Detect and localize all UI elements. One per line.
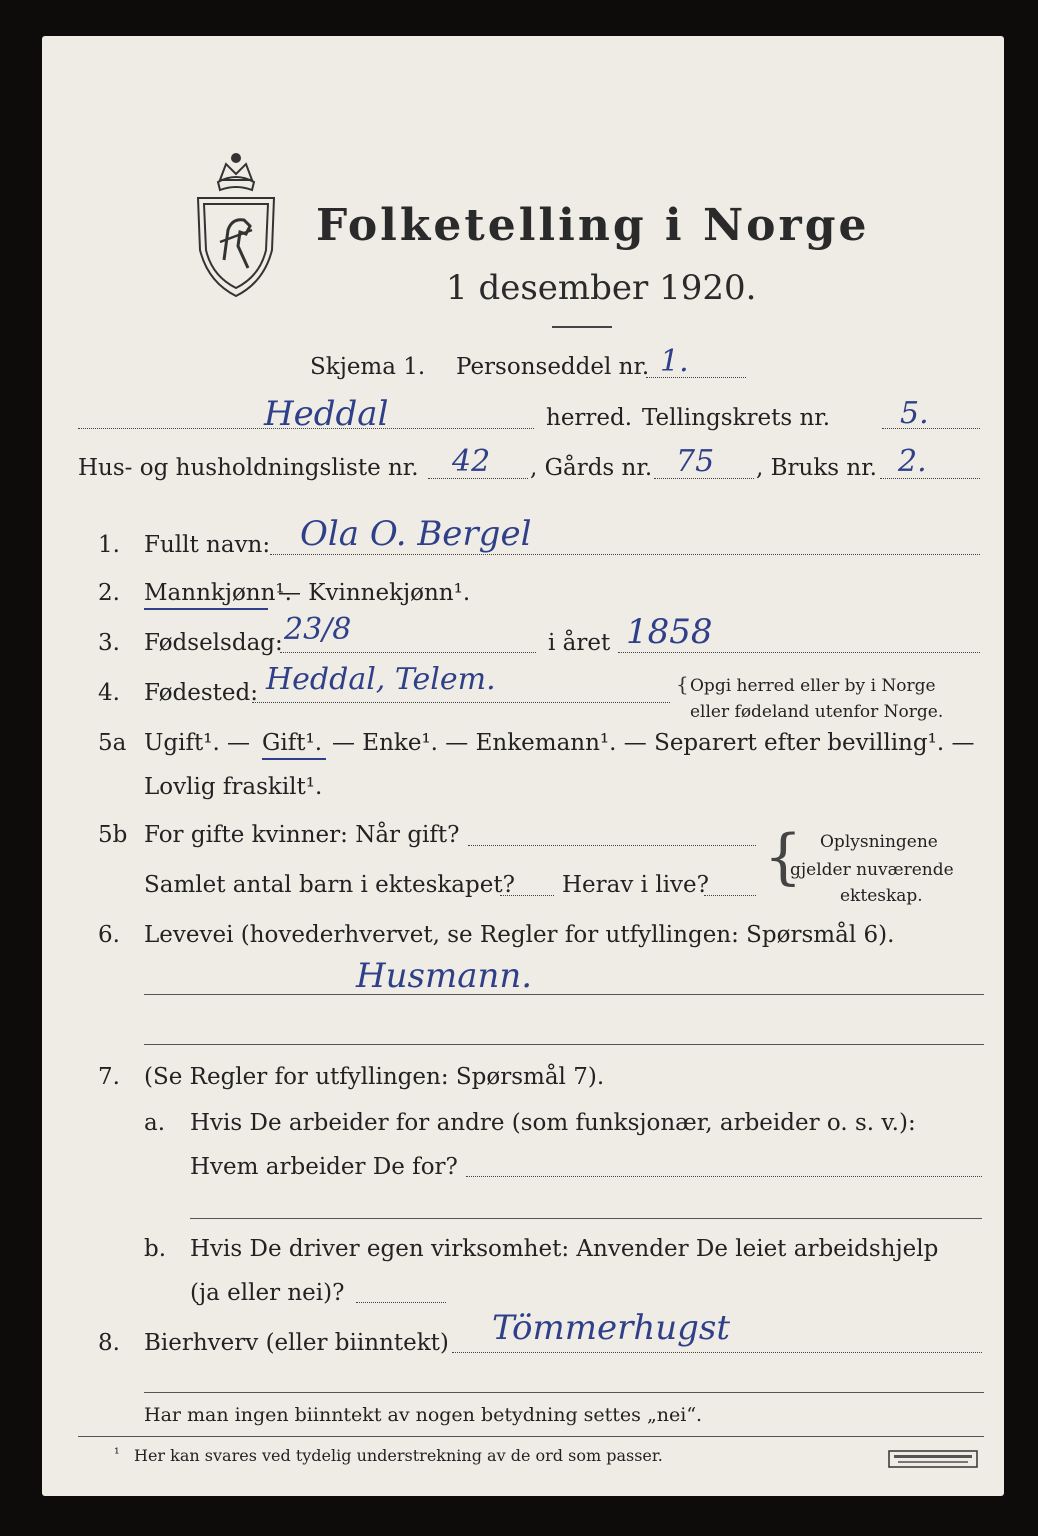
title-divider — [552, 326, 612, 328]
q4-note-2: eller fødeland utenfor Norge. — [690, 702, 944, 722]
q7a-line-1: Hvis De arbeider for andre (som funksjonær, arbeider o. s. v.): — [190, 1110, 916, 1136]
gards-label: , Gårds nr. — [530, 455, 653, 481]
q5a-gift-underline — [262, 758, 326, 760]
q8-line — [452, 1352, 982, 1353]
q7a-employer-line[interactable] — [466, 1176, 982, 1177]
q6-number: 6. — [98, 922, 120, 948]
q6-line-2 — [144, 1044, 984, 1045]
q5a-number: 5a — [98, 730, 127, 756]
q3-birthday[interactable]: 23/8 — [284, 612, 352, 647]
q4-label: Fødested: — [144, 680, 259, 706]
husliste-label: Hus- og husholdningsliste nr. — [78, 455, 419, 481]
q5b-note-3: ekteskap. — [840, 886, 923, 906]
q6-line-1 — [144, 994, 984, 995]
q5b-herav: Herav i live? — [562, 872, 709, 898]
q7a-extra-line — [190, 1218, 982, 1219]
skjema-label: Skjema 1. — [310, 354, 426, 380]
tellingskrets-value[interactable]: 5. — [900, 396, 929, 431]
q3-year[interactable]: 1858 — [626, 612, 713, 652]
personseddel-value[interactable]: 1. — [660, 344, 689, 379]
q3-year-label: i året — [548, 630, 611, 656]
q5b-note-1: Oplysningene — [820, 832, 938, 852]
tellingskrets-line — [882, 428, 980, 429]
q8-side-occupation[interactable]: Tömmerhugst — [492, 1308, 731, 1348]
q5b-brace: { — [764, 822, 803, 892]
gards-value[interactable]: 75 — [676, 444, 715, 479]
q5b-note-2: gjelder nuværende — [790, 860, 954, 880]
herred-label: herred. — [546, 405, 633, 431]
q8-number: 8. — [98, 1330, 120, 1356]
q7a-line-2: Hvem arbeider De for? — [190, 1154, 458, 1180]
q3-year-line — [618, 652, 980, 653]
q7-label: (Se Regler for utfyllingen: Spørsmål 7). — [144, 1064, 605, 1090]
footnote-mark: ¹ — [114, 1446, 120, 1462]
bruks-value[interactable]: 2. — [898, 444, 927, 479]
q3-number: 3. — [98, 630, 120, 656]
q5a-other-options[interactable]: — Enke¹. — Enkemann¹. — Separert efter bevilling¹. — — [332, 730, 975, 756]
q2-underline — [144, 608, 268, 610]
q2-number: 2. — [98, 580, 120, 606]
q5b-number: 5b — [98, 822, 128, 848]
footer-divider — [78, 1436, 984, 1437]
bruks-line — [880, 478, 980, 479]
q2-kvinnekjonn[interactable]: — Kvinnekjønn¹. — [278, 580, 471, 606]
census-date: 1 desember 1920. — [446, 268, 757, 308]
tellingskrets-label: Tellingskrets nr. — [642, 405, 831, 431]
printer-stamp-icon — [888, 1450, 978, 1468]
q3-line — [280, 652, 536, 653]
q7b-letter: b. — [144, 1236, 167, 1262]
husliste-value[interactable]: 42 — [452, 444, 491, 479]
q5a-gift[interactable]: Gift¹. — [262, 730, 323, 756]
footer-note: Har man ingen biinntekt av nogen betydning settes „nei“. — [144, 1404, 703, 1426]
q1-full-name[interactable]: Ola O. Bergel — [300, 514, 532, 554]
q3-label: Fødselsdag: — [144, 630, 283, 656]
q7b-line-2: (ja eller nei)? — [190, 1280, 345, 1306]
q5b-line-1: For gifte kvinner: Når gift? — [144, 822, 460, 848]
q4-note-1: Opgi herred eller by i Norge — [690, 676, 936, 696]
q6-label: Levevei (hovederhvervet, se Regler for utfyllingen: Spørsmål 6). — [144, 922, 895, 948]
q7b-line-1: Hvis De driver egen virksomhet: Anvender De leiet arbeidshjelp — [190, 1236, 939, 1262]
q5a-lovlig-fraskilt[interactable]: Lovlig fraskilt¹. — [144, 774, 323, 800]
q1-number: 1. — [98, 532, 120, 558]
q5a-ugift[interactable]: Ugift¹. — — [144, 730, 251, 756]
bruks-label: , Bruks nr. — [756, 455, 877, 481]
q5b-nar-gift-line[interactable] — [468, 845, 756, 846]
q5b-barn-line[interactable] — [500, 895, 554, 896]
q4-birthplace[interactable]: Heddal, Telem. — [266, 662, 496, 697]
q1-label: Fullt navn: — [144, 532, 271, 558]
q4-number: 4. — [98, 680, 120, 706]
q8-label: Bierhverv (eller biinntekt) — [144, 1330, 449, 1356]
q6-occupation[interactable]: Husmann. — [356, 956, 533, 996]
q1-line — [270, 554, 980, 555]
q4-brace: { — [676, 672, 689, 696]
q4-line — [252, 702, 670, 703]
q7b-answer-line[interactable] — [356, 1302, 446, 1303]
census-form — [42, 36, 1004, 1496]
q2-mannkjonn[interactable]: Mannkjønn¹. — [144, 580, 292, 606]
herred-value[interactable]: Heddal — [264, 394, 389, 434]
q8-line-2 — [144, 1392, 984, 1393]
personseddel-label: Personseddel nr. — [456, 354, 650, 380]
form-title: Folketelling i Norge — [316, 200, 870, 251]
q5b-line-2: Samlet antal barn i ekteskapet? — [144, 872, 515, 898]
q7a-letter: a. — [144, 1110, 166, 1136]
q5b-herav-line[interactable] — [704, 895, 756, 896]
q7-number: 7. — [98, 1064, 120, 1090]
footnote: Her kan svares ved tydelig understrekning av de ord som passer. — [134, 1446, 663, 1465]
coat-of-arms-icon — [190, 150, 282, 300]
